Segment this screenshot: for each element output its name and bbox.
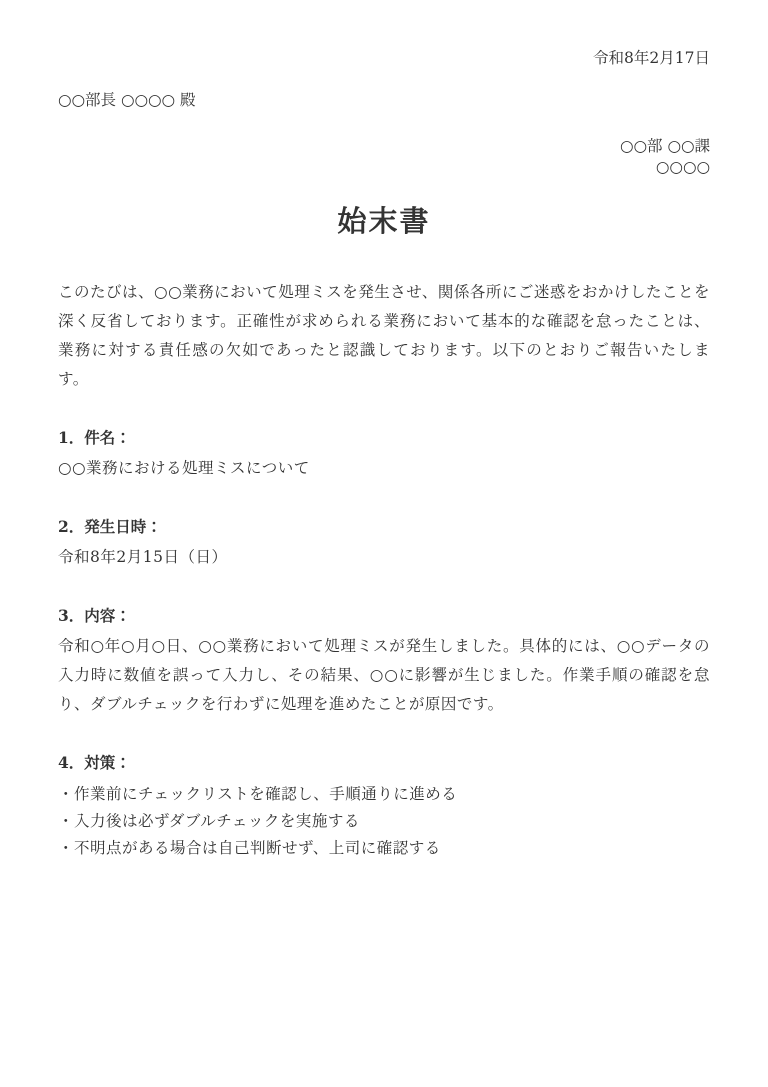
section-datetime xyxy=(58,516,710,572)
section-details-heading: 3．内容： xyxy=(58,606,131,625)
recipient-line: ○○部長 ○○○○ 殿 xyxy=(58,91,196,109)
countermeasure-item: ・作業前にチェックリストを確認し、手順通りに進める xyxy=(58,785,458,803)
section-subject-heading: 1．件名： xyxy=(58,428,131,447)
sender-block xyxy=(58,136,710,178)
countermeasure-list xyxy=(58,781,710,862)
countermeasure-item: ・不明点がある場合は自己判断せず、上司に確認する xyxy=(58,839,441,857)
section-datetime-body: 令和8年2月15日（日） xyxy=(58,548,228,566)
sender-name: ○○○○ xyxy=(655,158,710,176)
document-date: 令和8年2月17日 xyxy=(593,49,710,67)
sender-department: ○○部 ○○課 xyxy=(619,137,710,155)
section-subject-body: ○○業務における処理ミスについて xyxy=(58,459,310,477)
section-countermeasures-heading: 4．対策： xyxy=(58,753,131,772)
section-subject xyxy=(58,427,710,483)
page-title: 始末書 xyxy=(337,204,431,238)
section-details-body: 令和○年○月○日、○○業務において処理ミスが発生しました。具体的には、○○データの入力時に数値を誤って入力し、その結果、○○に影響が生じました。作業手順の確認を怠り、ダブルチェックを行わずに処理を進めたことが原因です。 xyxy=(58,637,710,713)
countermeasure-item: ・入力後は必ずダブルチェックを実施する xyxy=(58,812,360,830)
section-countermeasures xyxy=(58,752,710,862)
opening-paragraph: このたびは、○○業務において処理ミスを発生させ、関係各所にご迷惑をおかけしたことを深く反省しております。正確性が求められる業務において基本的な確認を怠ったことは、業務に対する責任感の欠如であったと認識しております。以下のとおりご報告いたします。 xyxy=(58,283,710,388)
section-datetime-heading: 2．発生日時： xyxy=(58,517,162,536)
section-details xyxy=(58,605,710,719)
